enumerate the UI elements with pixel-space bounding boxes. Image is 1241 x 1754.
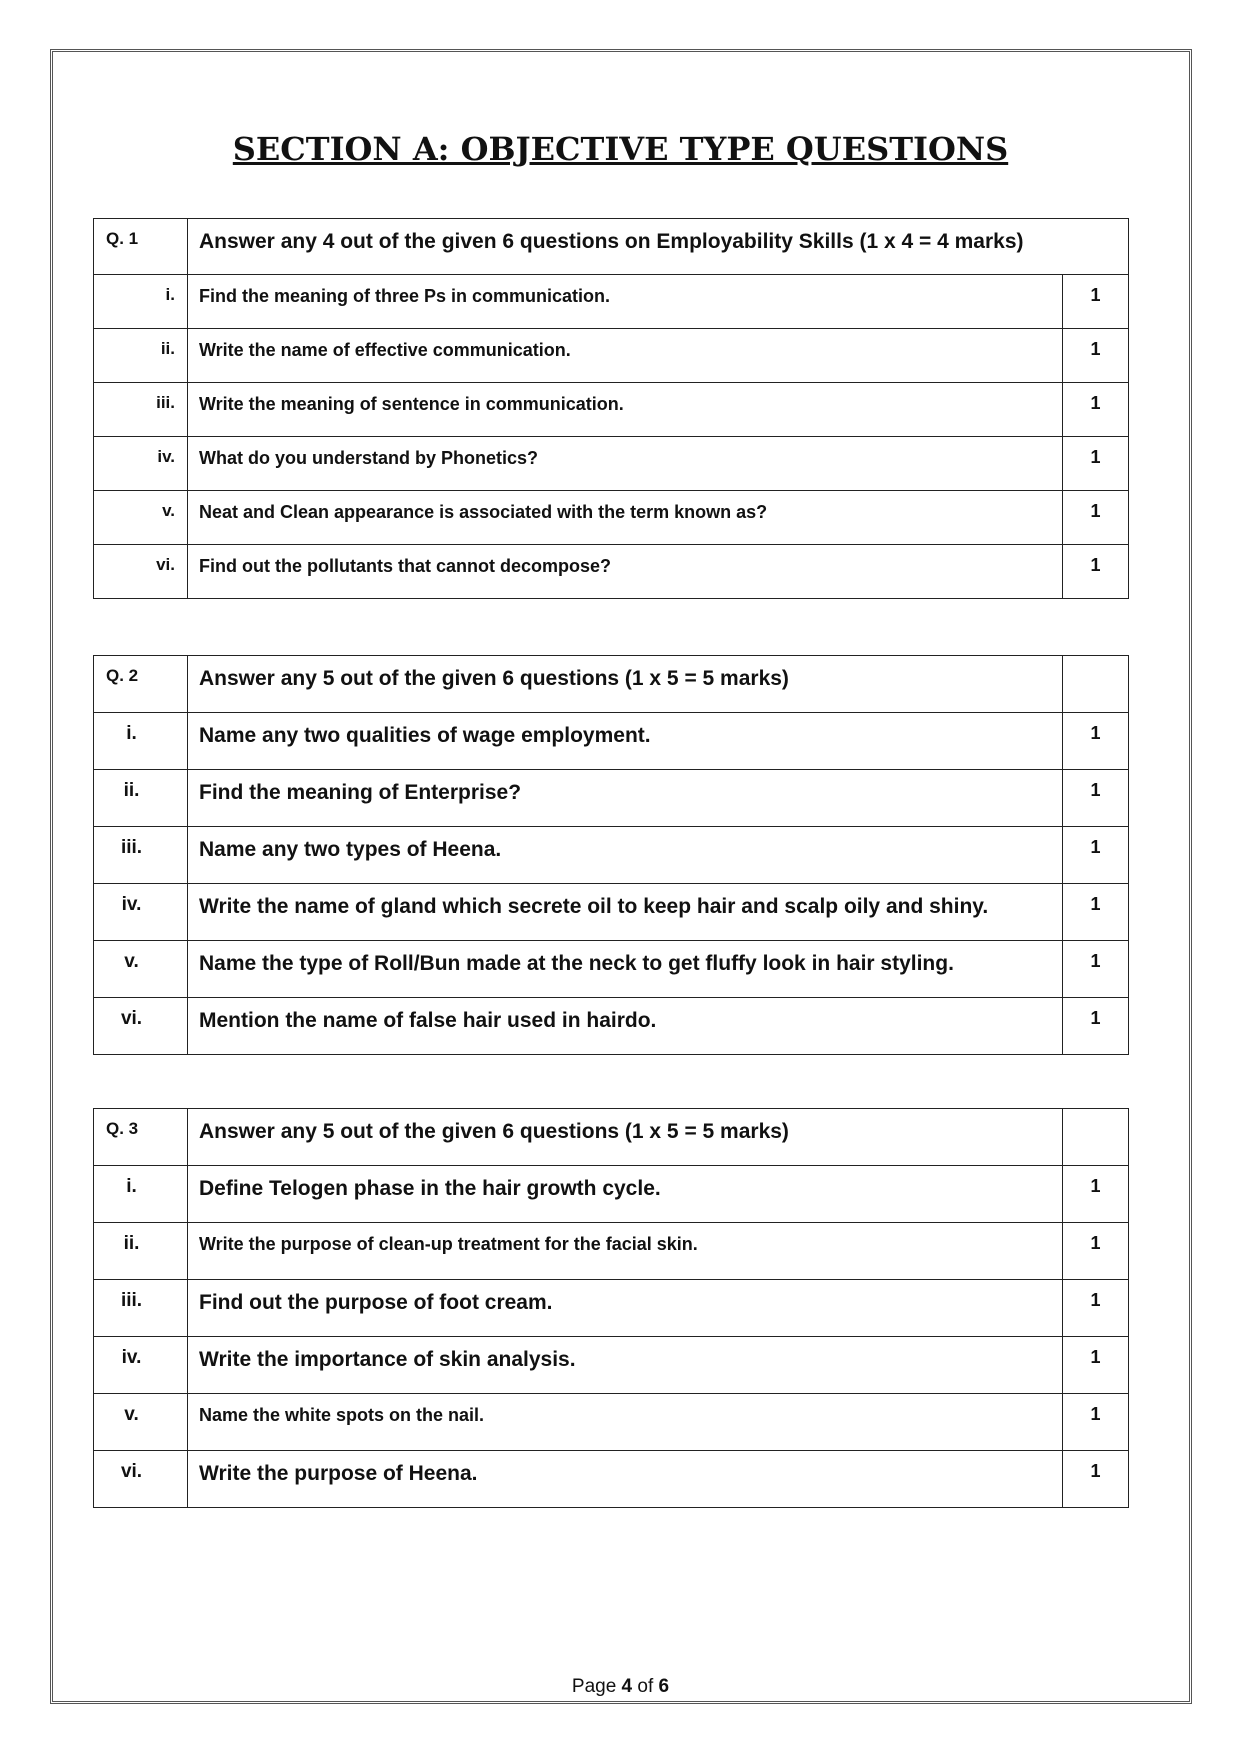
item-text: Mention the name of false hair used in hairdo. [188,998,1063,1055]
table-row [94,329,1129,383]
item-text: Write the importance of skin analysis. [188,1337,1063,1394]
item-text: Name the white spots on the nail. [188,1394,1063,1451]
item-number: i. [94,713,188,770]
item-marks: 1 [1063,1223,1129,1280]
table-row [94,545,1129,599]
item-text: Find out the purpose of foot cream. [188,1280,1063,1337]
question-instruction: Answer any 5 out of the given 6 questions (1 x 5 = 5 marks) [188,1109,1063,1166]
item-marks: 1 [1063,383,1129,437]
item-marks: 1 [1063,491,1129,545]
item-number: v. [94,1394,188,1451]
item-marks: 1 [1063,329,1129,383]
item-text: Find the meaning of three Ps in communication. [188,275,1063,329]
item-marks: 1 [1063,884,1129,941]
item-marks: 1 [1063,770,1129,827]
item-number: iii. [94,383,188,437]
question-2-table [93,655,1129,1055]
question-number: Q. 3 [94,1109,188,1166]
item-marks: 1 [1063,275,1129,329]
marks-header-empty [1063,656,1129,713]
table-row [94,884,1129,941]
question-number: Q. 1 [94,219,188,275]
item-text: Find out the pollutants that cannot decompose? [188,545,1063,599]
item-marks: 1 [1063,1451,1129,1508]
item-marks: 1 [1063,1394,1129,1451]
item-number: v. [94,491,188,545]
table-row [94,1337,1129,1394]
item-number: iii. [94,1280,188,1337]
question-instruction: Answer any 4 out of the given 6 questions on Employability Skills (1 x 4 = 4 marks) [188,219,1129,275]
item-number: vi. [94,998,188,1055]
page-middle: of [632,1676,659,1697]
question-instruction: Answer any 5 out of the given 6 questions (1 x 5 = 5 marks) [188,656,1063,713]
item-number: i. [94,1166,188,1223]
item-number: ii. [94,329,188,383]
item-marks: 1 [1063,1166,1129,1223]
item-marks: 1 [1063,1337,1129,1394]
page-prefix: Page [571,1676,622,1697]
item-text: Name any two qualities of wage employment. [188,713,1063,770]
question-3-table [93,1108,1129,1508]
item-text: Neat and Clean appearance is associated with the term known as? [188,491,1063,545]
item-marks: 1 [1063,437,1129,491]
section-title: SECTION A: OBJECTIVE TYPE QUESTIONS [232,130,1009,168]
item-number: iv. [94,1337,188,1394]
table-row [94,275,1129,329]
table-row [94,437,1129,491]
item-number: i. [94,275,188,329]
table-row [94,1223,1129,1280]
item-marks: 1 [1063,998,1129,1055]
item-text: Write the purpose of Heena. [188,1451,1063,1508]
item-marks: 1 [1063,827,1129,884]
item-text: Find the meaning of Enterprise? [188,770,1063,827]
table-row [94,770,1129,827]
table-row [94,491,1129,545]
item-text: Write the name of effective communication. [188,329,1063,383]
question-number: Q. 2 [94,656,188,713]
item-marks: 1 [1063,545,1129,599]
item-text: Define Telogen phase in the hair growth cycle. [188,1166,1063,1223]
question-1-table [93,218,1129,599]
table-row [94,827,1129,884]
table-row [94,1451,1129,1508]
table-row [94,941,1129,998]
page-total: 6 [658,1676,670,1697]
item-number: vi. [94,1451,188,1508]
item-number: iv. [94,884,188,941]
item-marks: 1 [1063,941,1129,998]
item-text: What do you understand by Phonetics? [188,437,1063,491]
item-marks: 1 [1063,1280,1129,1337]
page-current: 4 [621,1676,633,1697]
table-row [94,713,1129,770]
item-text: Name the type of Roll/Bun made at the neck to get fluffy look in hair styling. [188,941,1063,998]
table-row [94,383,1129,437]
item-marks: 1 [1063,713,1129,770]
table-row [94,1280,1129,1337]
item-number: ii. [94,1223,188,1280]
item-text: Write the meaning of sentence in communication. [188,383,1063,437]
item-number: vi. [94,545,188,599]
item-number: v. [94,941,188,998]
item-number: iii. [94,827,188,884]
item-text: Name any two types of Heena. [188,827,1063,884]
page-number [0,1676,1241,1698]
table-row [94,1166,1129,1223]
item-number: iv. [94,437,188,491]
table-row [94,998,1129,1055]
marks-header-empty [1063,1109,1129,1166]
table-row [94,1394,1129,1451]
item-number: ii. [94,770,188,827]
item-text: Write the purpose of clean-up treatment for the facial skin. [188,1223,1063,1280]
item-text: Write the name of gland which secrete oil to keep hair and scalp oily and shiny. [188,884,1063,941]
